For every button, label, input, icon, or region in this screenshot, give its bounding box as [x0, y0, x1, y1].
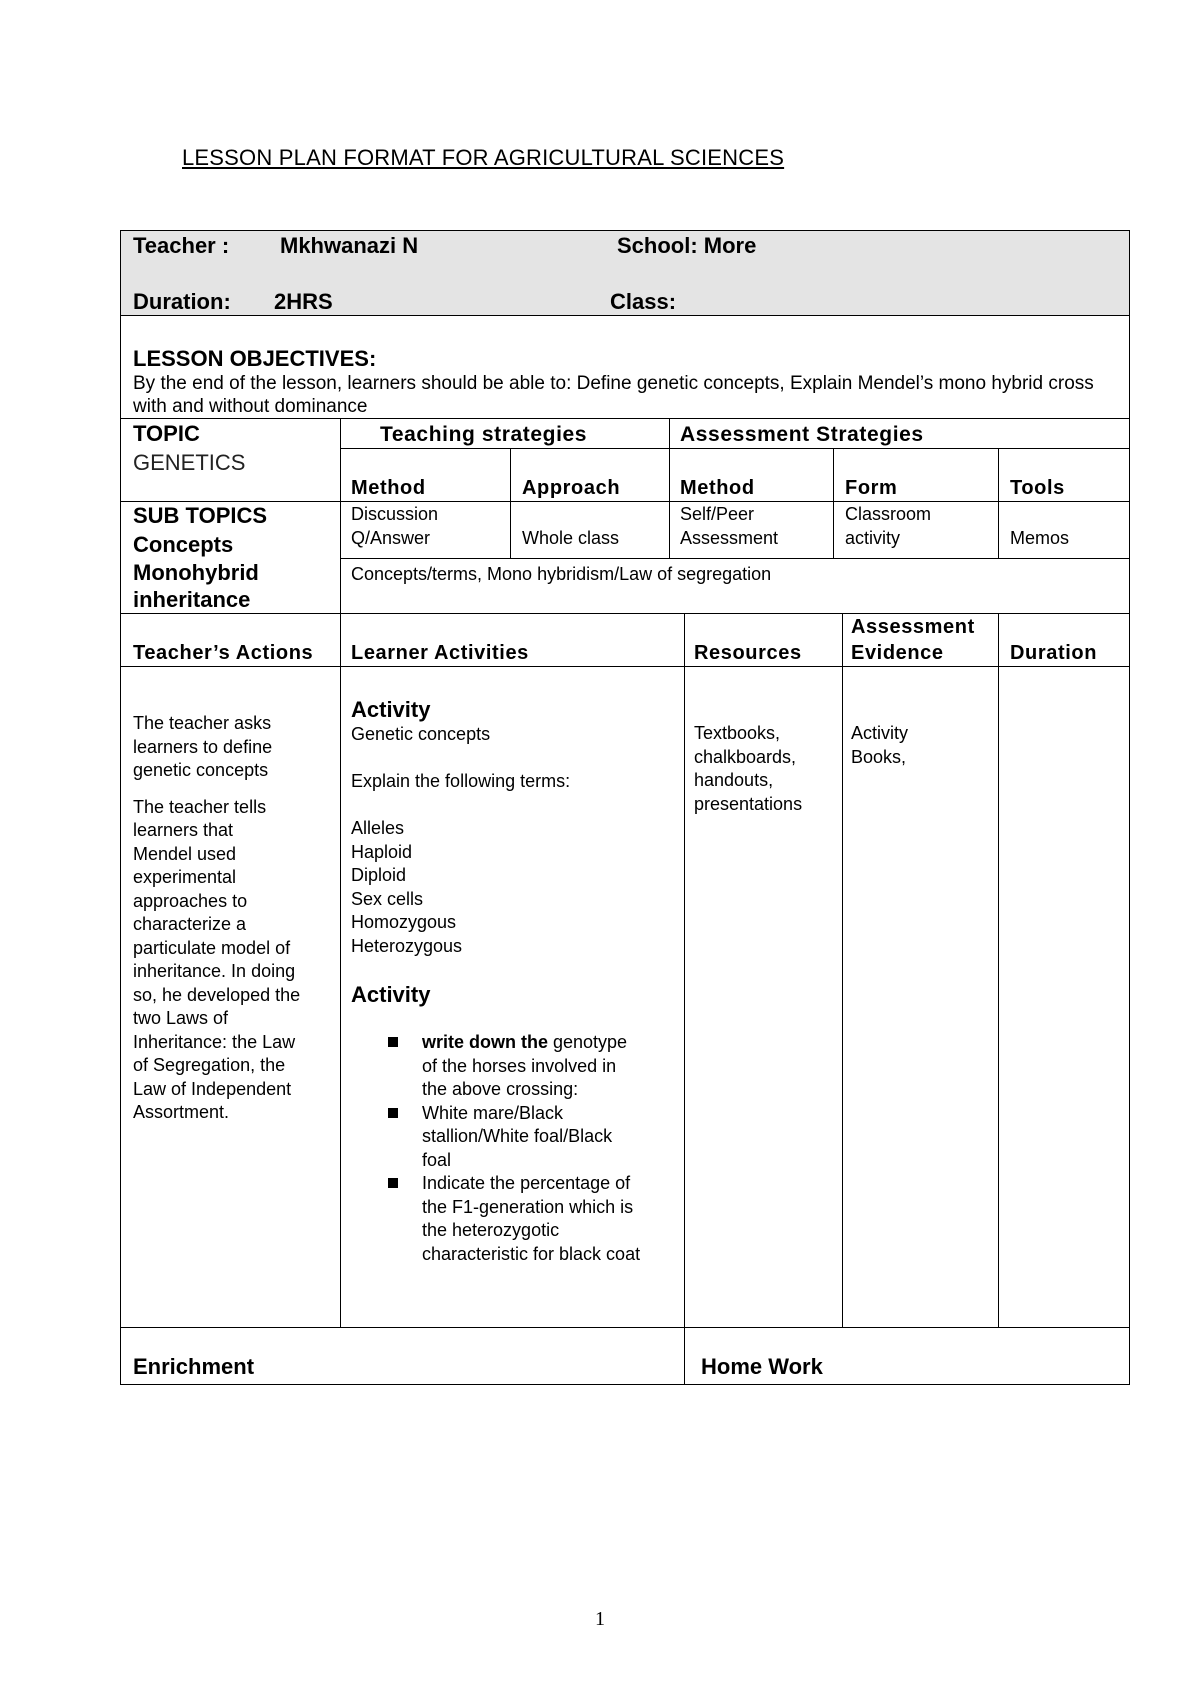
- activity-heading: Activity: [351, 982, 431, 1007]
- text-line: particulate model of: [133, 937, 291, 958]
- table-line: [998, 613, 999, 1328]
- text-line: characterize a: [133, 914, 247, 934]
- activity-subtitle: Genetic concepts: [351, 724, 491, 744]
- teacher-label: Teacher :: [133, 233, 230, 258]
- text-line: Indicate the percentage of: [422, 1173, 631, 1193]
- header-resources: Resources: [694, 642, 802, 664]
- table-line: [120, 666, 1130, 667]
- col-teaching-method: Method: [351, 477, 426, 499]
- square-bullet-icon: [388, 1108, 398, 1118]
- sub-topic-item: Monohybrid: [133, 560, 259, 585]
- table-line: [1129, 230, 1130, 1385]
- text-line: Assortment.: [133, 1102, 230, 1122]
- text-line: learners to define: [133, 736, 273, 757]
- col-form: Form: [845, 477, 898, 499]
- tools-value: Memos: [1010, 528, 1070, 548]
- text-line: approaches to: [133, 890, 248, 911]
- assessment-method-value-2: Assessment: [680, 528, 779, 548]
- header-duration: Duration: [1010, 642, 1098, 664]
- list-item: Haploid: [351, 841, 413, 862]
- text-line: experimental: [133, 867, 237, 887]
- teaching-method-value-2: Q/Answer: [351, 528, 431, 548]
- list-item: [388, 1172, 678, 1266]
- class-label: Class:: [610, 289, 677, 314]
- sub-topics-label: SUB TOPICS: [133, 503, 268, 528]
- duration-label: Duration:: [133, 289, 231, 314]
- school-label: School: More: [617, 233, 757, 258]
- header-assessment-evidence: Evidence: [851, 642, 944, 664]
- col-tools: Tools: [1010, 477, 1065, 499]
- text-line: the above crossing:: [422, 1079, 579, 1099]
- table-line: [669, 418, 670, 558]
- list-item: [388, 1102, 678, 1173]
- sub-topic-item: Concepts: [133, 532, 234, 557]
- table-line: [833, 448, 834, 558]
- approach-value: Whole class: [522, 528, 620, 548]
- text-line: two Laws of: [133, 1008, 229, 1028]
- text-line: the heterozygotic: [422, 1220, 560, 1240]
- list-item: handouts,: [694, 770, 774, 790]
- list-item: Textbooks,: [694, 723, 781, 743]
- activity-instruction: Explain the following terms:: [351, 771, 571, 791]
- header-learner-activities: Learner Activities: [351, 642, 529, 664]
- duration-value: 2HRS: [274, 289, 333, 314]
- sub-topic-item: inheritance: [133, 587, 251, 612]
- home-work-label: Home Work: [701, 1354, 823, 1379]
- list-item: [388, 1031, 678, 1102]
- assessment-strategies-heading: Assessment Strategies: [680, 423, 924, 446]
- text-line: White mare/Black: [422, 1102, 564, 1123]
- text-line: so, he developed the: [133, 984, 301, 1005]
- activity-heading: Activity: [351, 697, 431, 722]
- instruction-text: genotype: [548, 1032, 628, 1052]
- text-line: [422, 1031, 678, 1055]
- table-line: [120, 1384, 1130, 1385]
- teaching-method-value-1: Discussion: [351, 504, 439, 524]
- form-value-1: Classroom: [845, 504, 932, 524]
- terms-list: [351, 817, 462, 958]
- table-line: [510, 448, 511, 558]
- text-line: the F1-generation which is: [422, 1196, 634, 1217]
- text-line: of the horses involved in: [422, 1055, 617, 1076]
- assessment-evidence-list: [851, 722, 908, 769]
- table-line: [120, 1327, 1130, 1328]
- enrichment-label: Enrichment: [133, 1354, 255, 1379]
- table-line: [120, 613, 1130, 614]
- resources-list: [694, 722, 802, 816]
- table-line: [340, 448, 1130, 449]
- text-line: inheritance. In doing: [133, 961, 296, 981]
- objectives-heading: LESSON OBJECTIVES:: [133, 346, 377, 371]
- list-item: chalkboards,: [694, 746, 797, 767]
- bold-instruction: write down the: [422, 1032, 548, 1052]
- text-line: stallion/White foal/Black: [422, 1126, 613, 1146]
- text-line: genetic concepts: [133, 760, 269, 780]
- teacher-actions-text: [133, 712, 300, 1125]
- header-teachers-actions: Teacher’s Actions: [133, 642, 314, 664]
- list-item: Books,: [851, 746, 907, 767]
- table-line: [998, 448, 999, 558]
- text-line: The teacher tells: [133, 796, 267, 817]
- header-assessment-evidence: Assessment: [851, 616, 975, 638]
- objectives-text: By the end of the lesson, learners should be able to: Define genetic concepts, Explain Mendel’s mono hybrid cross with and without dominance: [133, 373, 1094, 417]
- square-bullet-icon: [388, 1037, 398, 1047]
- table-line: [120, 230, 121, 1385]
- text-line: Mendel used: [133, 843, 237, 864]
- document-title: LESSON PLAN FORMAT FOR AGRICULTURAL SCIENCES: [182, 145, 785, 170]
- col-assessment-method: Method: [680, 477, 755, 499]
- table-line: [842, 613, 843, 1328]
- table-line: [340, 558, 1130, 559]
- table-line: [120, 501, 1130, 502]
- text-line: characteristic for black coat: [422, 1243, 641, 1264]
- square-bullet-icon: [388, 1178, 398, 1188]
- activity-bullet-list: [388, 1031, 678, 1266]
- list-item: Homozygous: [351, 912, 457, 932]
- table-line: [340, 418, 341, 1328]
- page-number: 1: [595, 1608, 605, 1630]
- list-item: Sex cells: [351, 888, 424, 909]
- form-value-2: activity: [845, 528, 901, 548]
- text-line: Inheritance: the Law: [133, 1031, 296, 1052]
- text-line: of Segregation, the: [133, 1055, 286, 1075]
- list-item: presentations: [694, 793, 803, 814]
- list-item: Diploid: [351, 865, 407, 885]
- sub-topics-content: Concepts/terms, Mono hybridism/Law of segregation: [351, 564, 772, 584]
- topic-label: TOPIC: [133, 421, 200, 446]
- text-line: learners that: [133, 820, 234, 840]
- table-line: [120, 230, 1130, 231]
- list-item: Heterozygous: [351, 935, 463, 956]
- col-approach: Approach: [522, 477, 621, 499]
- list-item: Alleles: [351, 818, 405, 838]
- teacher-name: Mkhwanazi N: [280, 233, 419, 258]
- text-line: Law of Independent: [133, 1078, 292, 1099]
- assessment-method-value-1: Self/Peer: [680, 504, 755, 524]
- text-line: The teacher asks: [133, 713, 272, 733]
- topic-value: GENETICS: [133, 450, 246, 475]
- table-line: [120, 418, 1130, 419]
- table-line: [684, 613, 685, 1385]
- teaching-strategies-heading: Teaching strategies: [380, 423, 588, 446]
- list-item: Activity: [851, 723, 909, 743]
- text-line: foal: [422, 1149, 452, 1170]
- table-line: [120, 315, 1130, 316]
